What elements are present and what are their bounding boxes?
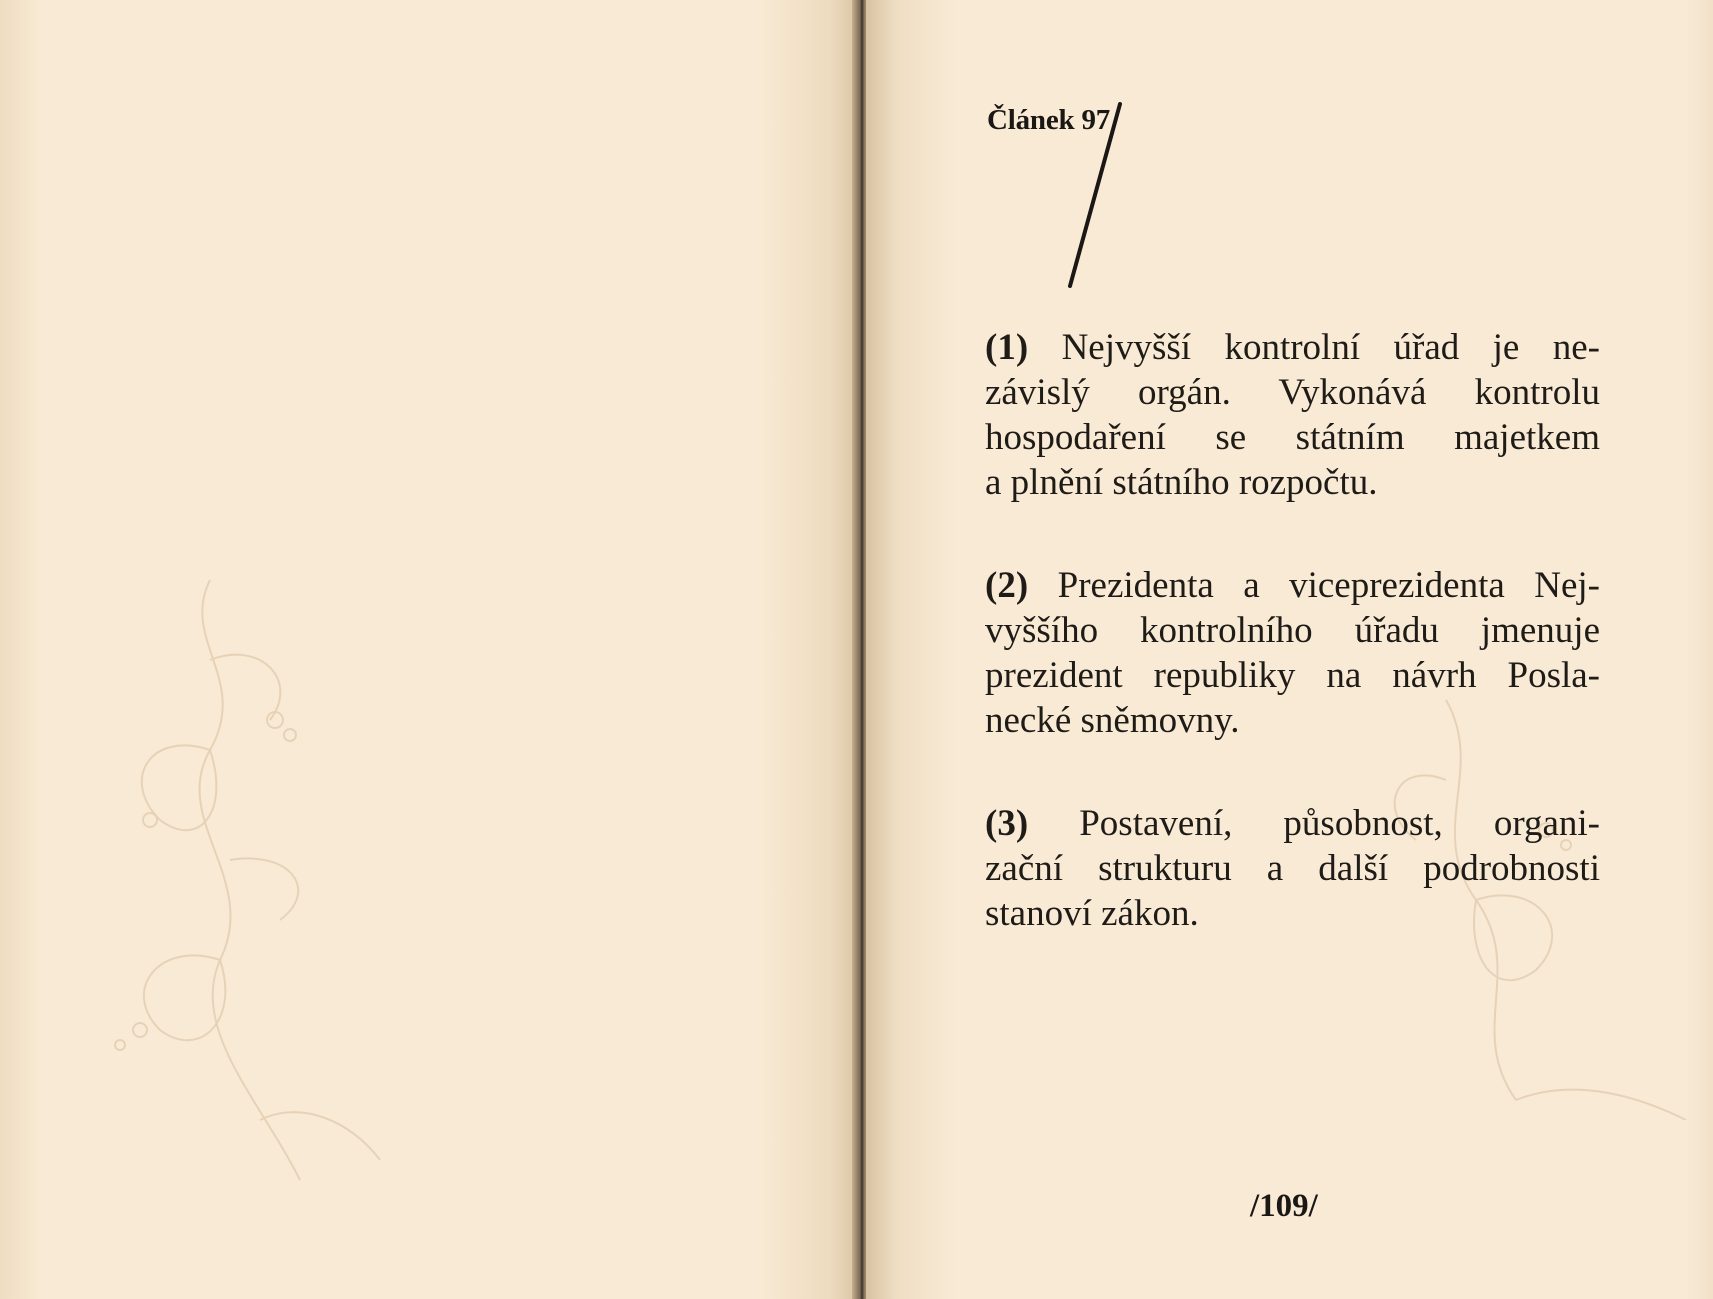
paragraph-number: (3) — [985, 803, 1029, 844]
floral-ornament-left — [60, 560, 400, 1200]
paragraph-3 — [985, 801, 1600, 936]
article-body — [985, 325, 1600, 994]
text-line: (3) Postavení, působnost, organi- — [985, 803, 1601, 844]
paragraph-number: (1) — [985, 327, 1029, 368]
article-heading: Článek 97 — [987, 104, 1111, 136]
paragraph-number: (2) — [985, 565, 1029, 606]
text-line: necké sněmovny. — [985, 700, 1240, 741]
text-line: (2) Prezidenta a viceprezidenta Nej- — [985, 565, 1601, 606]
text-line: vyššího kontrolního úřadu jmenuje — [985, 610, 1600, 651]
text-line: stanoví zákon. — [985, 893, 1199, 934]
text-line: hospodaření se státním majetkem — [985, 417, 1600, 458]
text-line: závislý orgán. Vykonává kontrolu — [985, 372, 1600, 413]
paragraph-2 — [985, 563, 1600, 743]
text-line: zační strukturu a další podrobnosti — [985, 848, 1600, 889]
text-line: (1) Nejvyšší kontrolní úřad je ne- — [985, 327, 1601, 368]
text-line: a plnění státního rozpočtu. — [985, 462, 1378, 503]
page-number: /109/ — [1250, 1188, 1318, 1224]
text-line: prezident republiky na návrh Posla- — [985, 655, 1600, 696]
paragraph-1 — [985, 325, 1600, 505]
decorative-slash-icon — [1060, 96, 1130, 296]
